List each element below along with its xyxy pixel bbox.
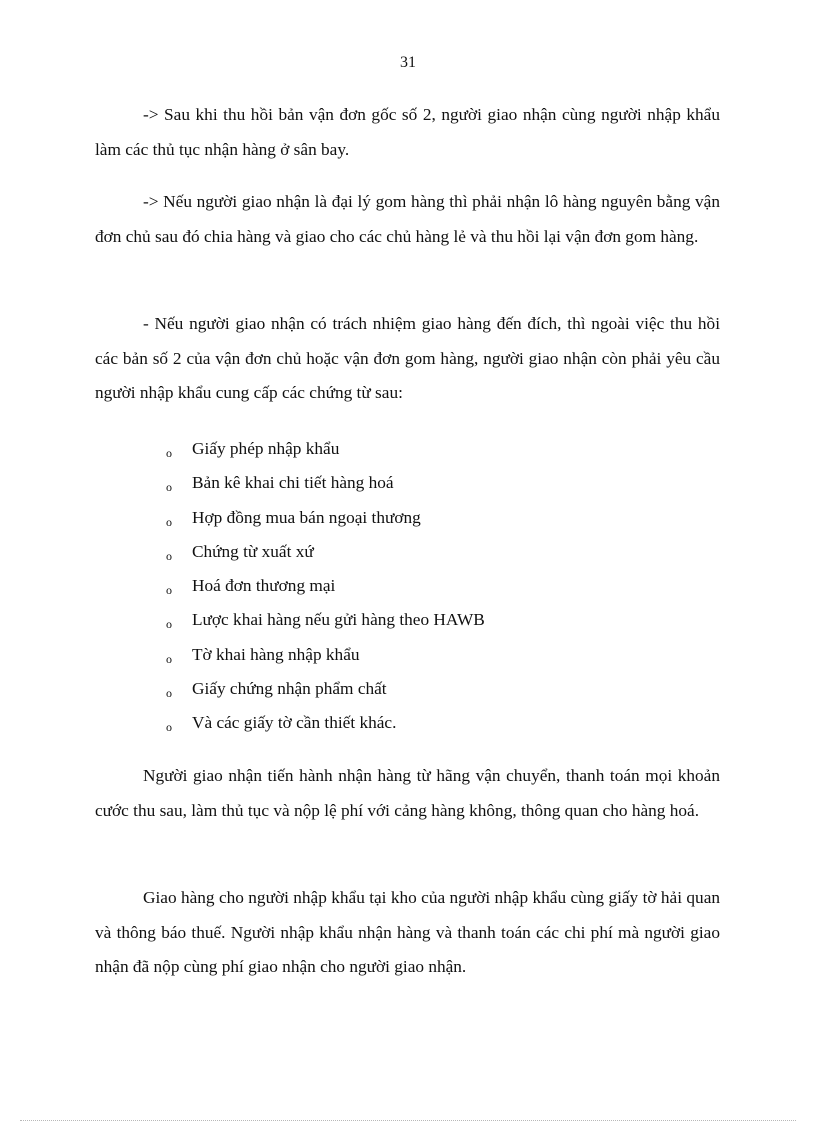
- list-item: [166, 501, 686, 535]
- page-number: 31: [400, 54, 416, 71]
- bullet-icon: o: [166, 617, 172, 632]
- paragraph-receive-goods: Người giao nhận tiến hành nhận hàng từ hãng vận chuyển, thanh toán mọi khoản cước thu sau, làm thủ tục và nộp lệ phí với cảng hàng không, thông quan cho hàng hoá.: [95, 766, 720, 820]
- list-item: [166, 706, 686, 740]
- required-documents-list: [166, 432, 686, 741]
- list-item: [166, 672, 686, 706]
- page-bottom-divider: [20, 1120, 796, 1121]
- paragraph-deliver-to-importer: Giao hàng cho người nhập khẩu tại kho của người nhập khẩu cùng giấy tờ hải quan và thông báo thuế. Người nhập khẩu nhận hàng và thanh toán các chi phí mà người giao nhận đã nộp cùng phí giao nhận cho người giao nhận.: [95, 888, 720, 976]
- bullet-icon: o: [166, 686, 172, 701]
- list-item-text: Tờ khai hàng nhập khẩu: [192, 644, 360, 664]
- bullet-icon: o: [166, 480, 172, 495]
- list-item-text: Giấy chứng nhận phẩm chất: [192, 679, 387, 699]
- list-item: [166, 603, 686, 637]
- list-item-text: Lược khai hàng nếu gửi hàng theo HAWB: [192, 610, 485, 630]
- list-item-text: Hoá đơn thương mại: [192, 576, 336, 596]
- bullet-icon: o: [166, 720, 172, 735]
- bullet-icon: o: [166, 548, 172, 563]
- list-item-text: Hợp đồng mua bán ngoại thương: [192, 507, 421, 527]
- bullet-icon: o: [166, 651, 172, 666]
- list-item: [166, 466, 686, 500]
- paragraph-consolidator: -> Nếu người giao nhận là đại lý gom hàng thì phải nhận lô hàng nguyên bằng vận đơn chủ sau đó chia hàng và giao cho các chủ hàng lẻ và thu hồi lại vận đơn gom hàng.: [95, 192, 720, 246]
- paragraph-delivery-responsibility: - Nếu người giao nhận có trách nhiệm giao hàng đến đích, thì ngoài việc thu hồi các bản số 2 của vận đơn chủ hoặc vận đơn gom hàng, người giao nhận còn phải yêu cầu người nhập khẩu cung cấp các chứng từ sau:: [95, 314, 720, 402]
- bullet-icon: o: [166, 514, 172, 529]
- list-item: [166, 432, 686, 466]
- list-item: [166, 535, 686, 569]
- list-item-text: Và các giấy tờ cần thiết khác.: [192, 713, 397, 733]
- list-item: [166, 638, 686, 672]
- bullet-icon: o: [166, 446, 172, 460]
- list-item: [166, 569, 686, 603]
- paragraph-airport-procedures: -> Sau khi thu hồi bản vận đơn gốc số 2, người giao nhận cùng người nhập khẩu làm các thủ tục nhận hàng ở sân bay.: [95, 105, 720, 159]
- bullet-icon: o: [166, 583, 172, 598]
- list-item-text: Bản kê khai chi tiết hàng hoá: [192, 473, 394, 493]
- list-item-text: Chứng từ xuất xứ: [192, 541, 314, 561]
- list-item-text: Giấy phép nhập khẩu: [192, 439, 340, 458]
